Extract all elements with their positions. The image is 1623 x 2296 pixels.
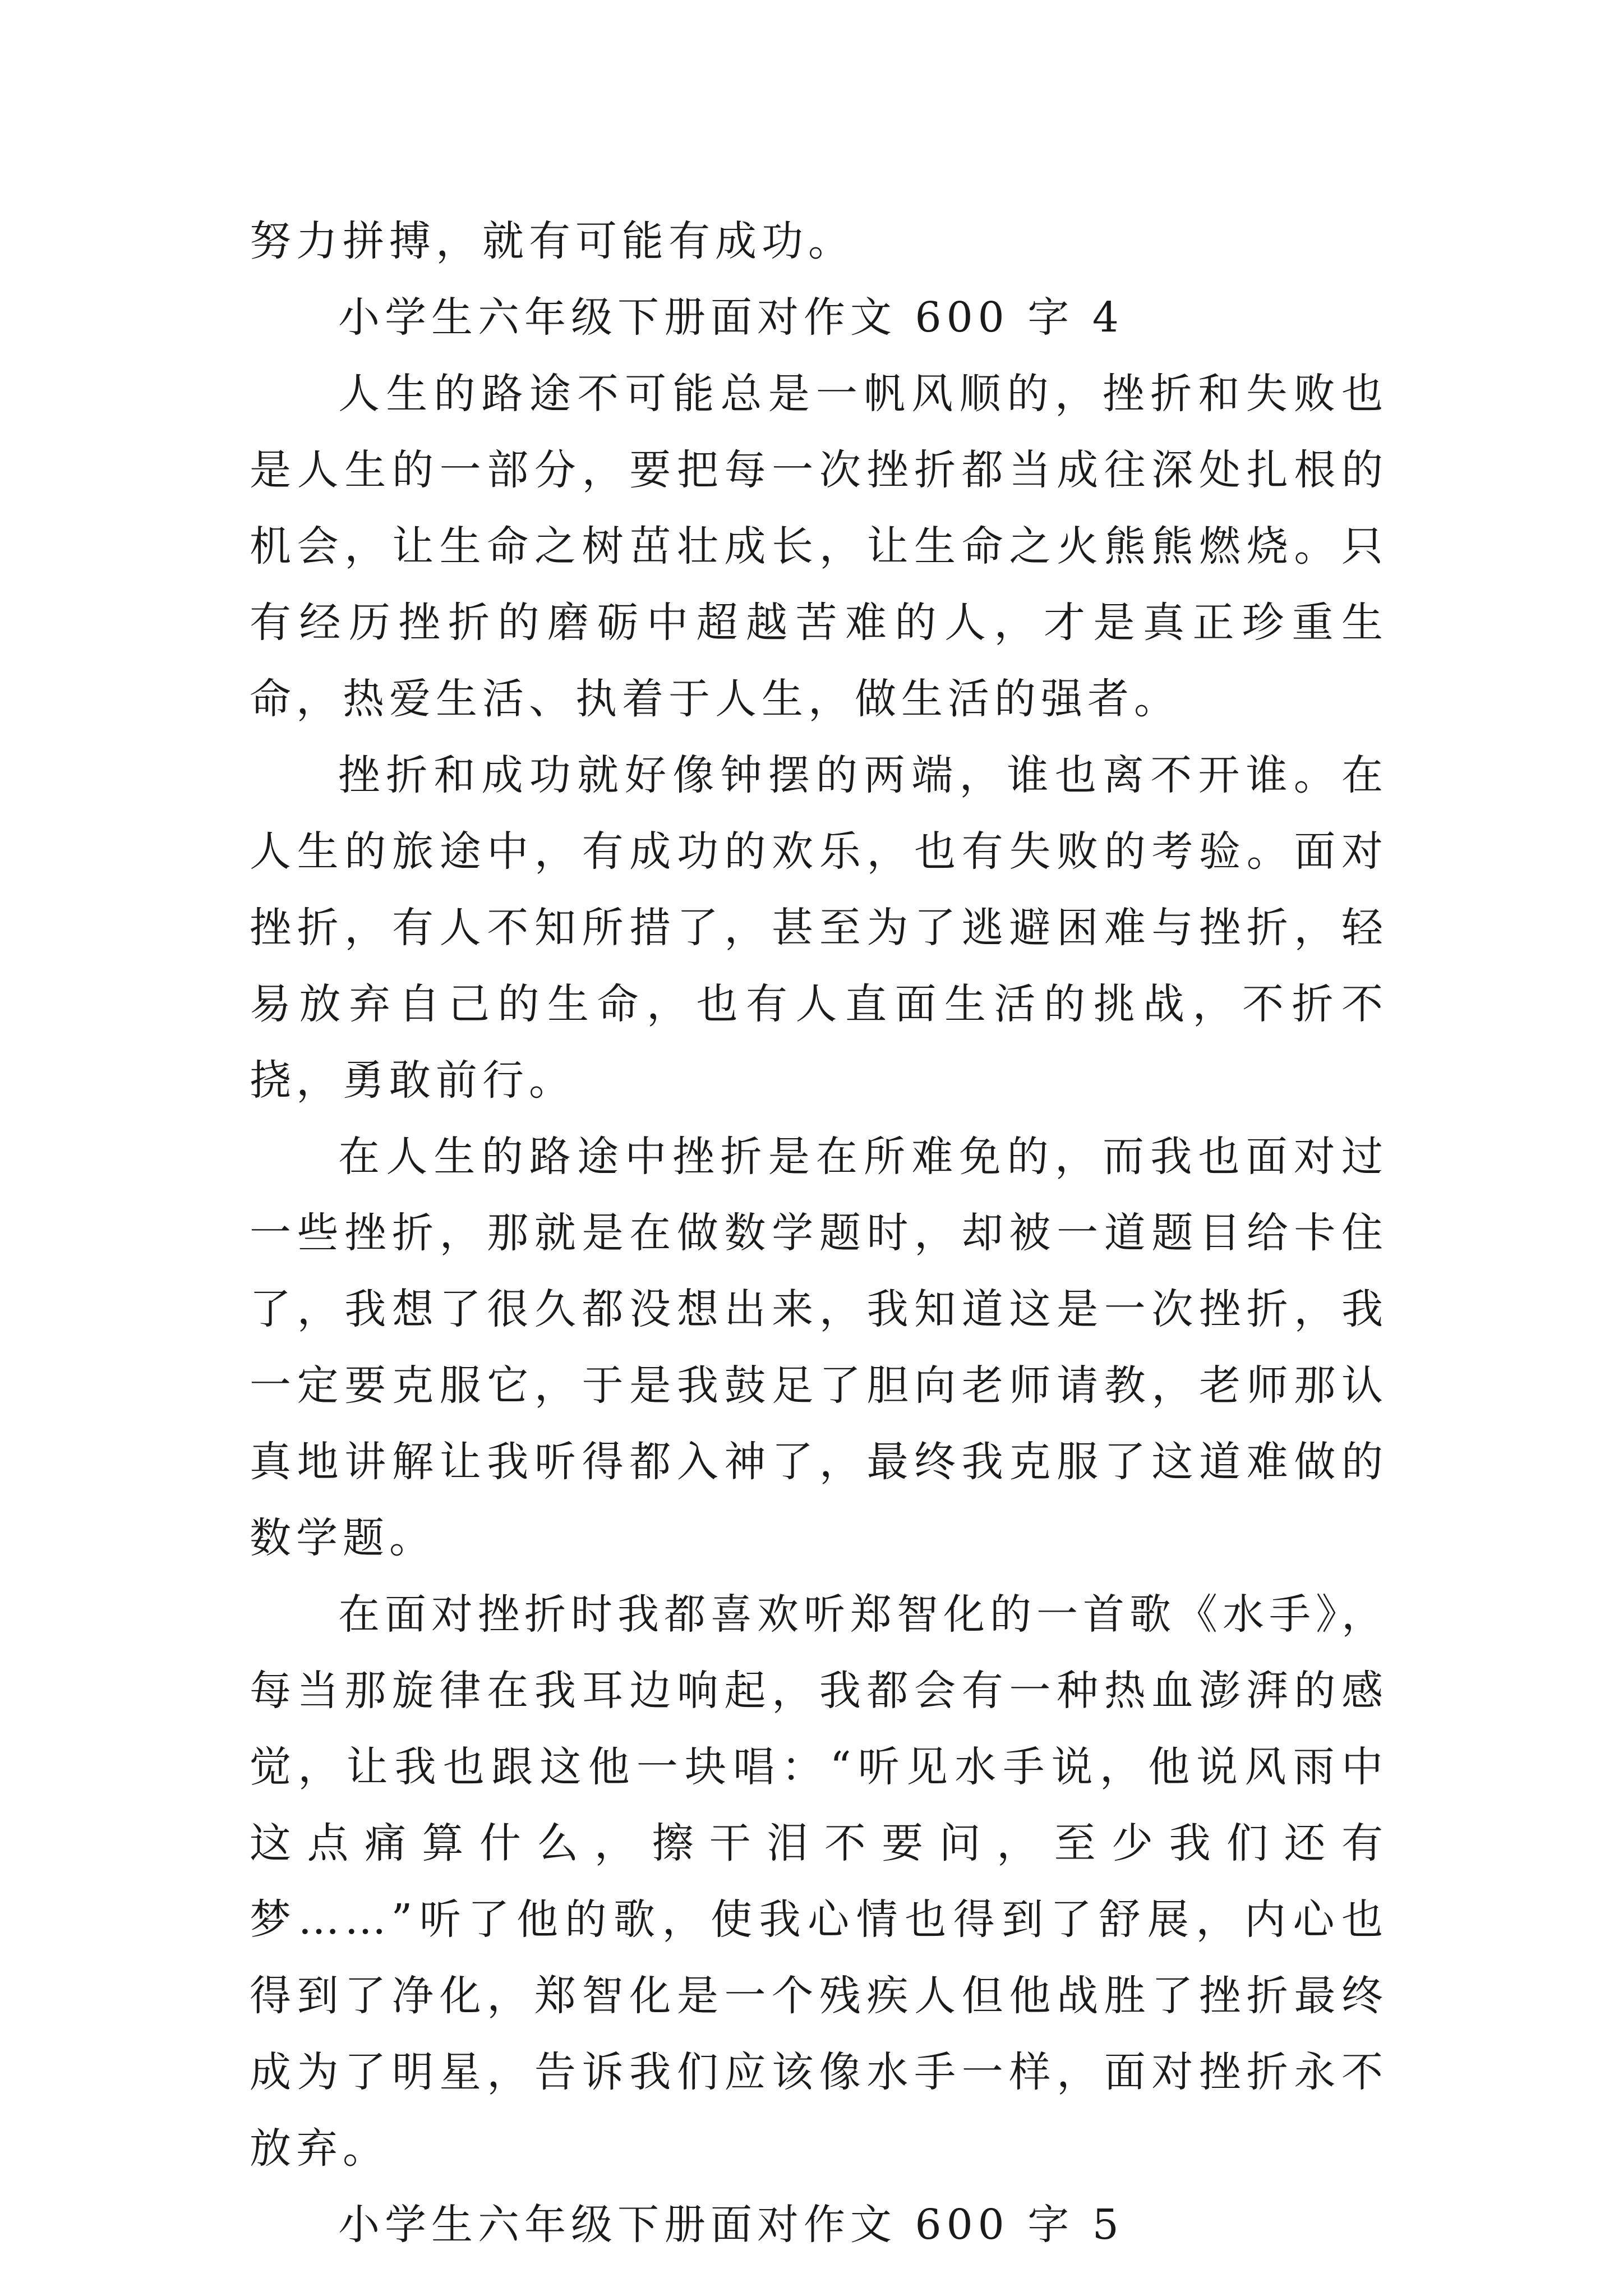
section-heading-4: 小学生六年级下册面对作文 600 字 4 — [338, 293, 1124, 342]
document-body — [250, 203, 1388, 2263]
paragraph-3: 在人生的路途中挫折是在所难免的，而我也面对过一些挫折，那就是在做数学题时，却被一道题目给卡住了，我想了很久都没想出来，我知道这是一次挫折，我一定要克服它，于是我鼓足了胆向老师请教，老师那认真地讲解让我听得都入神了，最终我克服了这道难做的数学题。 — [250, 1133, 1388, 1562]
lead-line: 努力拼搏，就有可能有成功。 — [250, 217, 855, 265]
section-heading-5: 小学生六年级下册面对作文 600 字 5 — [338, 2201, 1124, 2249]
paragraph-4: 在面对挫折时我都喜欢听郑智化的一首歌《水手》，每当那旋律在我耳边响起，我都会有一种热血澎湃的感觉，让我也跟这他一块唱：“听见水手说，他说风雨中这点痛算什么，擦干泪不要问，至少我们还有梦……”听了他的歌，使我心情也得到了舒展，内心也得到了净化，郑智化是一个残疾人但他战胜了挫折最终成为了明星，告诉我们应该像水手一样，面对挫折永不放弃。 — [250, 1590, 1388, 2173]
paragraph-1: 人生的路途不可能总是一帆风顺的，挫折和失败也是人生的一部分，要把每一次挫折都当成往深处扎根的机会，让生命之树茁壮成长，让生命之火熊熊燃烧。只有经历挫折的磨砺中超越苦难的人，才是真正珍重生命，热爱生活、执着于人生，做生活的强者。 — [250, 370, 1388, 723]
paragraph-2: 挫折和成功就好像钟摆的两端，谁也离不开谁。在人生的旅途中，有成功的欢乐，也有失败的考验。面对挫折，有人不知所措了，甚至为了逃避困难与挫折，轻易放弃自己的生命，也有人直面生活的挑战，不折不挠，勇敢前行。 — [250, 751, 1388, 1105]
